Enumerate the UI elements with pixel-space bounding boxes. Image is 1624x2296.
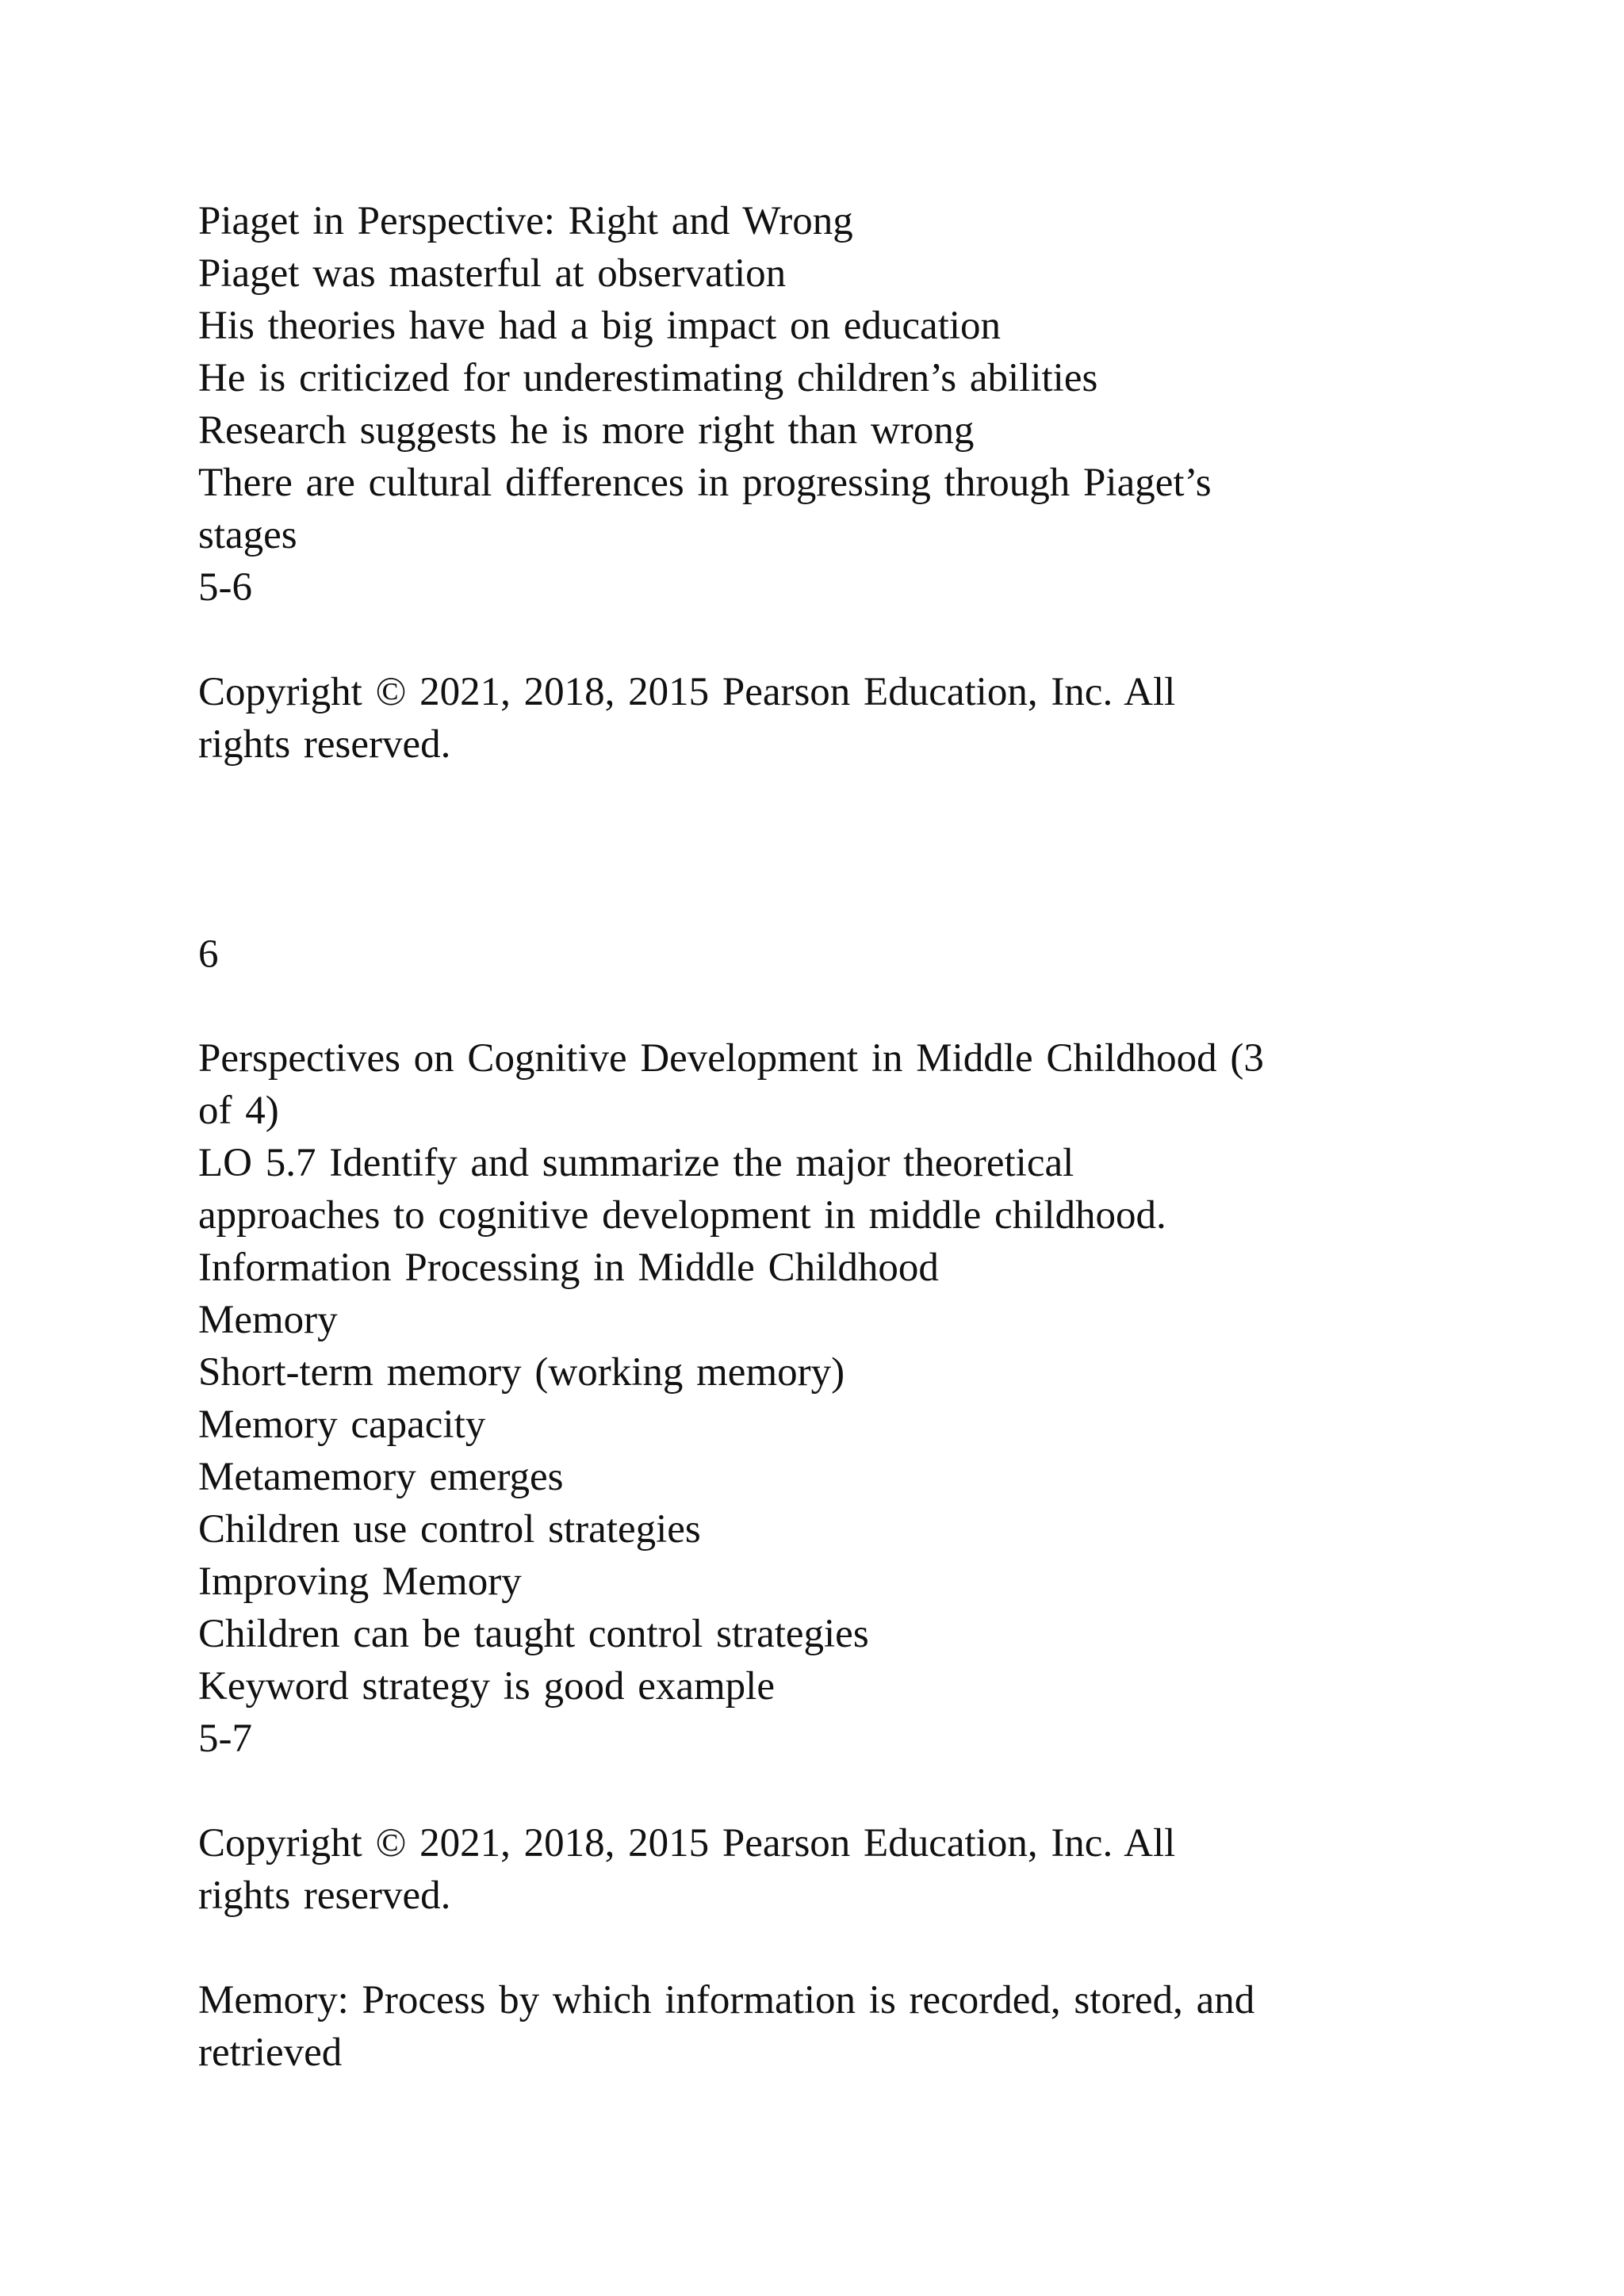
slide-5-7-line: Children can be taught control strategies [198,1612,869,1656]
slide-5-6-line: His theories have had a big impact on education [198,304,1002,348]
copyright-line: Copyright © 2021, 2018, 2015 Pearson Education, Inc. All [198,1821,1176,1866]
copyright-line: Copyright © 2021, 2018, 2015 Pearson Education, Inc. All [198,670,1176,714]
slide-5-6-line: There are cultural differences in progressing through Piaget’s [198,461,1212,505]
slide-5-7-line: Improving Memory [198,1559,522,1604]
copyright-line: rights reserved. [198,1873,451,1918]
slide-5-6-line: Research suggests he is more right than wrong [198,408,975,453]
slide-5-7-line: Memory [198,1298,338,1342]
slide-5-7-line: Keyword strategy is good example [198,1664,775,1709]
slide-5-7-title: Perspectives on Cognitive Development in Middle Childhood (3 [198,1036,1264,1081]
slide-5-6-title: Piaget in Perspective: Right and Wrong [198,199,853,243]
slide-5-6-line: stages [198,513,297,557]
slide-5-6-line: Piaget was masterful at observation [198,251,787,296]
learning-objective: approaches to cognitive development in middle childhood. [198,1193,1166,1238]
slide-5-7-line: Metamemory emerges [198,1455,564,1499]
slide-number: 5-7 [198,1716,252,1761]
memory-definition-continued: retrieved [198,2030,343,2075]
page-number: 6 [198,932,219,977]
slide-number: 5-6 [198,565,252,610]
memory-definition: Memory: Process by which information is recorded, stored, and [198,1978,1255,2022]
slide-5-7-line: Information Processing in Middle Childhood [198,1246,939,1290]
slide-5-6-line: He is criticized for underestimating children’s abilities [198,356,1098,400]
slide-5-7-line: Short-term memory (working memory) [198,1350,845,1395]
slide-5-7-line: Children use control strategies [198,1507,701,1552]
slide-5-7-line: Memory capacity [198,1402,486,1447]
learning-objective: LO 5.7 Identify and summarize the major theoretical [198,1141,1074,1185]
copyright-line: rights reserved. [198,722,451,767]
slide-5-7-title-continued: of 4) [198,1089,279,1133]
